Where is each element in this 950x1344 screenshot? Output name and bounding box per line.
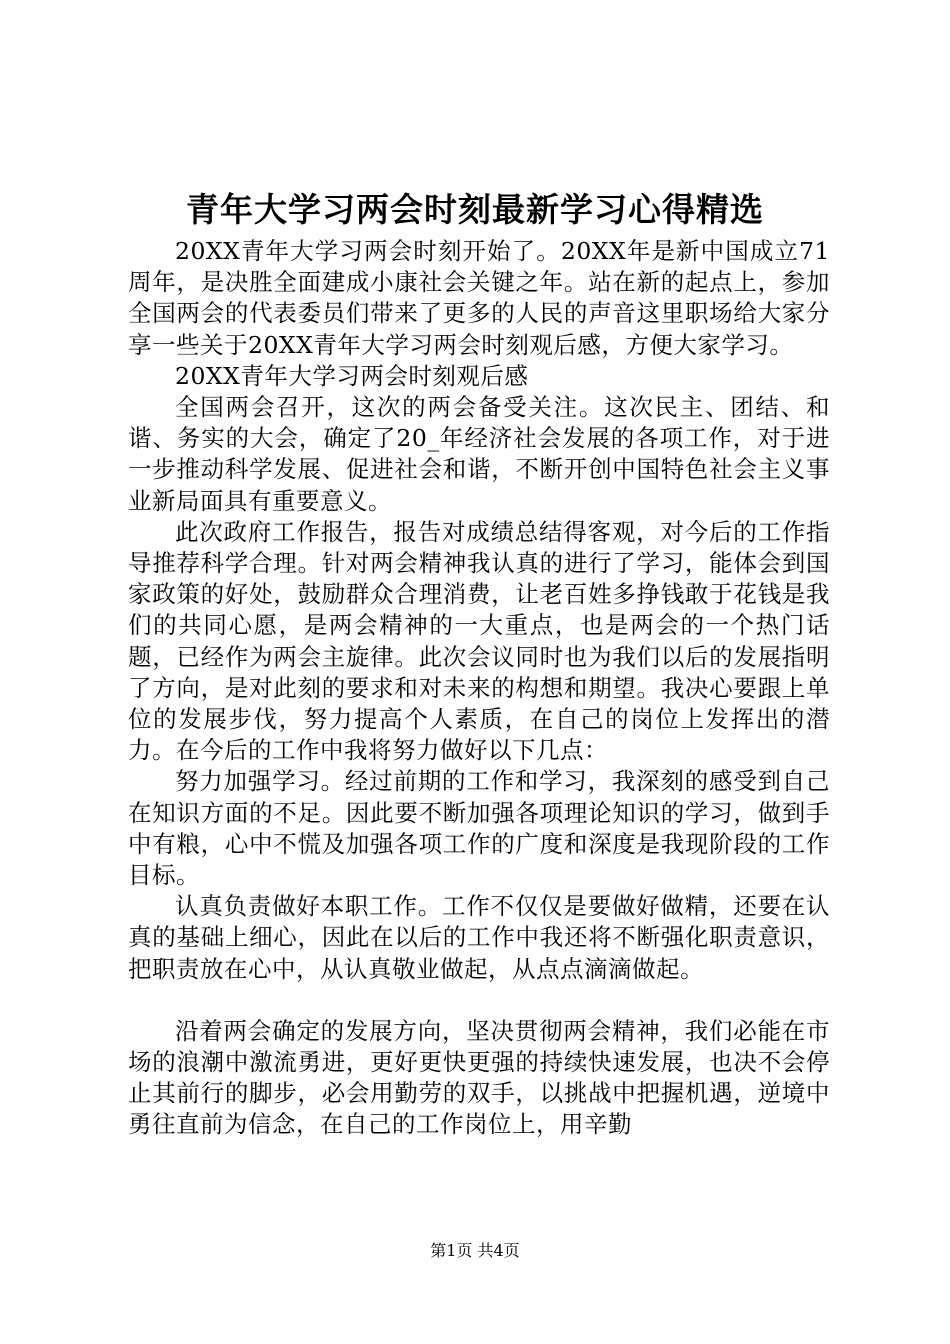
page-footer: 第1页 共4页 [430,1241,520,1260]
paragraph-duty: 认真负责做好本职工作。工作不仅仅是要做好做精，还要在认真的基础上细心，因此在以后的工作中我还将不断强化职责意识，把职责放在心中，从认真敬业做起，从点点滴滴做起。 [128,892,830,983]
paragraph-report: 此次政府工作报告，报告对成绩总结得客观，对今后的工作指导推荐科学合理。针对两会精神我认真的进行了学习，能体会到国家政策的好处，鼓励群众合理消费，让老百姓多挣钱敢于花钱是我们的共同心愿，是两会精神的一大重点，也是两会的一个热门话题，已经作为两会主旋律。此次会议同时也为我们以后的发展指明了方向，是对此刻的要求和对未来的构想和期望。我决心要跟上单位的发展步伐，努力提高个人素质，在自己的岗位上发挥出的潜力。在今后的工作中我将努力做好以下几点： [128,517,830,765]
paragraph-study: 努力加强学习。经过前期的工作和学习，我深刻的感受到自己在知识方面的不足。因此要不断加强各项理论知识的学习，做到手中有粮，心中不慌及加强各项工作的广度和深度是我现阶段的工作目标。 [128,767,830,890]
document-body [128,236,830,1141]
paragraph-intro: 20XX青年大学习两会时刻开始了。20XX年是新中国成立71周年，是决胜全面建成小康社会关键之年。站在新的起点上，参加全国两会的代表委员们带来了更多的人民的声音这里职场给大家分享一些关于20XX青年大学习两会时刻观后感，方便大家学习。 [128,237,830,359]
paragraph-direction: 沿着两会确定的发展方向，坚决贯彻两会精神，我们必能在市场的浪潮中激流勇进，更好更快更强的持续快速发展，也决不会停止其前行的脚步，必会用勤劳的双手，以挑战中把握机遇，逆境中勇往直前为信念，在自己的工作岗位上，用辛勤 [128,1016,830,1139]
paragraph-meeting: 全国两会召开，这次的两会备受关注。这次民主、团结、和谐、务实的大会，确定了20_年经济社会发展的各项工作，对于进一步推动科学发展、促进社会和谐，不断开创中国特色社会主义事业新局面具有重要意义。 [128,393,830,515]
paragraph-subheading: 20XX青年大学习两会时刻观后感 [175,361,529,390]
document-title: 青年大学习两会时刻最新学习心得精选 [186,190,764,229]
